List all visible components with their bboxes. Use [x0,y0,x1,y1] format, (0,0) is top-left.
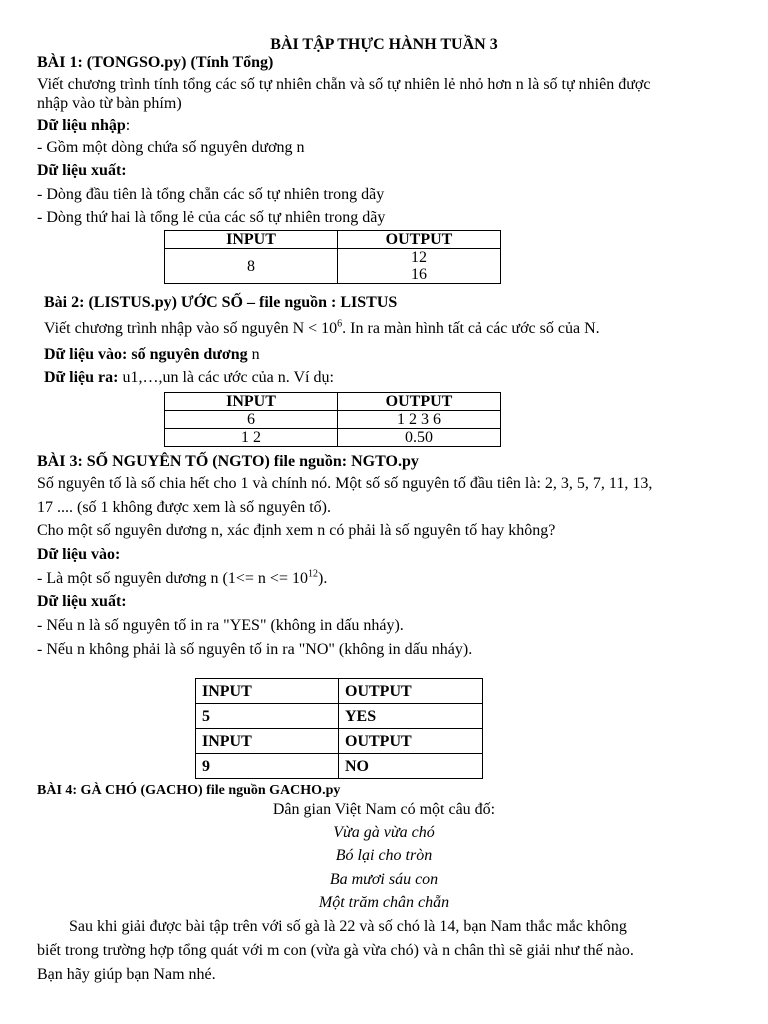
bai3-input-line [37,569,327,589]
bai1-example-table [164,230,501,284]
bai1-header-input: INPUT [165,231,338,249]
bai3-r4-c1: 9 [196,754,339,779]
bai3-r2-c1: 5 [196,704,339,729]
bai2-desc [44,319,600,339]
bai3-example-table [195,678,483,779]
bai1-heading: BÀI 1: (TONGSO.py) (Tính Tổng) [37,54,274,71]
bai2-input-label: Dữ liệu vào: số nguyên dương [44,346,248,363]
bai4-para-line3: Bạn hãy giúp bạn Nam nhé. [37,966,216,983]
bai4-poem-line4: Một trăm chân chẵn [318,894,450,911]
bai3-input-line-a: - Là một số nguyên dương n (1<= n <= 10 [37,570,308,587]
bai1-input-label-row [37,116,130,136]
bai3-heading: BÀI 3: SỐ NGUYÊN TỐ (NGTO) file nguồn: NGTO.py [37,453,419,470]
bai1-output-label: Dữ liệu xuất: [37,162,127,179]
table-row [196,754,483,779]
bai1-header-output: OUTPUT [338,231,501,249]
bai2-heading: Bài 2: (LISTUS.py) ƯỚC SỐ – file nguồn : LISTUS [44,294,398,311]
bai1-output-line1: - Dòng đầu tiên là tổng chẵn các số tự nhiên trong dãy [37,186,385,203]
bai3-r2-c2: YES [339,704,483,729]
bai1-cell-output [338,249,501,284]
bai3-r3-c1: INPUT [196,729,339,754]
page-title: BÀI TẬP THỰC HÀNH TUẦN 3 [270,36,498,53]
bai1-desc-line1: Viết chương trình tính tổng các số tự nhiên chẵn và số tự nhiên lẻ nhỏ hơn n là số tự nhiên được [37,76,651,93]
bai1-desc-line2: nhập vào từ bàn phím) [37,95,182,112]
bai3-desc-line2: 17 .... (số 1 không được xem là số nguyên tố). [37,499,331,516]
bai4-poem-line2: Bó lại cho tròn [335,847,433,864]
bai4-poem-line3: Ba mươi sáu con [329,871,439,888]
bai3-input-line-b: ). [317,570,328,587]
bai4-poem-line1: Vừa gà vừa chó [333,824,435,841]
bai1-input-colon: : [125,117,131,134]
bai3-output-label: Dữ liệu xuất: [37,593,127,610]
bai1-input-label: Dữ liệu nhập [37,117,126,134]
bai2-header-output: OUTPUT [338,393,501,411]
bai2-input-rest: n [247,346,260,363]
bai4-para-line2: biết trong trường hợp tổng quát với m con (vừa gà vừa chó) và n chân thì sẽ giải như thế nào. [37,942,634,959]
table-row [196,679,483,704]
table-row [165,411,501,429]
bai3-r3-c2: OUTPUT [339,729,483,754]
bai3-output-line1: - Nếu n là số nguyên tố in ra "YES" (không in dấu nháy). [37,617,404,634]
bai3-r1-c2: OUTPUT [339,679,483,704]
bai2-example-table [164,392,501,447]
bai1-output-value2: 16 [411,266,427,283]
bai2-output-rest: u1,…,un là các ước của n. Ví dụ: [118,369,334,386]
bai2-header-input: INPUT [165,393,338,411]
bai3-desc-line3: Cho một số nguyên dương n, xác định xem n có phải là số nguyên tố hay không? [37,522,556,539]
bai3-desc-line1: Số nguyên tố là số chia hết cho 1 và chính nó. Một số số nguyên tố đầu tiên là: 2, 3, 5, 7, 11, 13, [37,475,653,492]
bai2-output-label: Dữ liệu ra: [44,369,119,386]
bai2-row1-output: 1 2 3 6 [338,411,501,429]
bai2-output-row [44,368,334,388]
bai3-input-sup: 12 [307,568,318,580]
bai4-intro: Dân gian Việt Nam có một câu đố: [272,801,496,818]
bai2-row2-output: 0.50 [338,429,501,447]
bai3-r1-c1: INPUT [196,679,339,704]
bai1-input-line: - Gồm một dòng chứa số nguyên dương n [37,139,305,156]
bai3-r4-c2: NO [339,754,483,779]
bai2-desc-sup: 6 [337,318,343,330]
bai2-input-row [44,345,260,365]
bai2-desc-a: Viết chương trình nhập vào số nguyên N < 10 [44,320,338,337]
bai3-output-line2: - Nếu n không phải là số nguyên tố in ra "NO" (không in dấu nháy). [37,641,473,658]
bai2-row2-input: 1 2 [165,429,338,447]
bai2-row1-input: 6 [165,411,338,429]
bai1-output-line2: - Dòng thứ hai là tổng lẻ của các số tự nhiên trong dãy [37,209,386,226]
table-row [165,429,501,447]
bai1-cell-input: 8 [165,249,338,284]
bai4-para-line1: Sau khi giải được bài tập trên với số gà là 22 và số chó là 14, bạn Nam thắc mắc không [37,918,627,935]
table-row [196,729,483,754]
bai3-input-label: Dữ liệu vào: [37,546,121,563]
bai1-output-value1: 12 [411,249,427,266]
bai2-desc-b: . In ra màn hình tất cả các ước số của N. [342,320,600,337]
table-row [196,704,483,729]
bai4-heading: BÀI 4: GÀ CHÓ (GACHO) file nguồn GACHO.py [37,783,341,798]
